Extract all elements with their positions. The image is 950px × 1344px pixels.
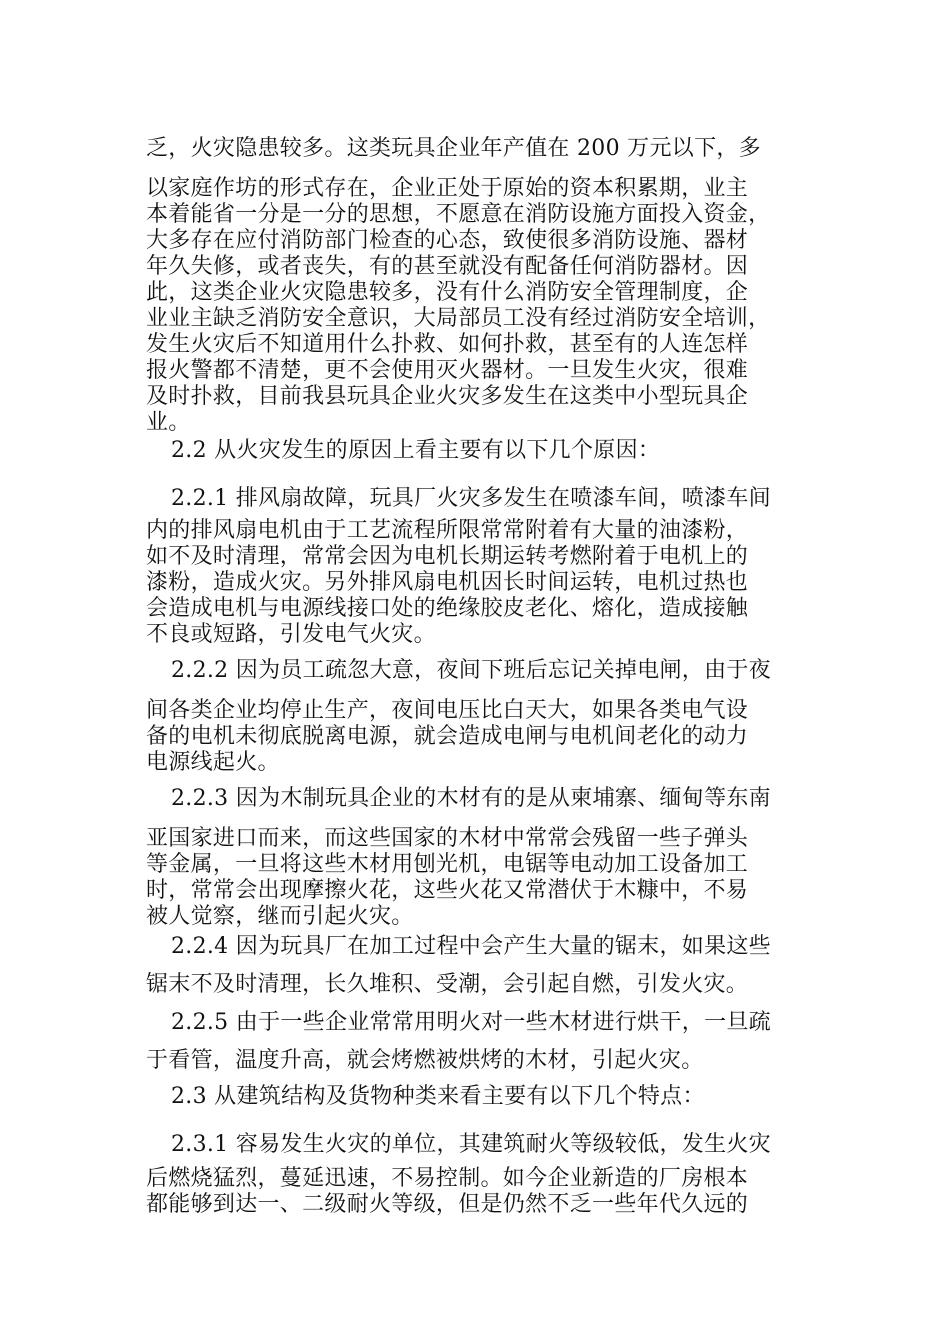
text-line: 漆粉，造成火灾。另外排风扇电机因长时间运转，电机过热也 [146,570,749,595]
text-line: 亚国家进口而来，而这些国家的木材中常常会残留一些子弹头 [146,826,749,851]
text-line: 电源线起火。 [146,750,280,775]
text-line: 如不及时清理，常常会因为电机长期运转考燃附着于电机上的 [146,544,749,569]
text-line: 2.2.1 排风扇故障，玩具厂火灾多发生在喷漆车间，喷漆车间 [171,486,771,511]
text-line: 等金属，一旦将这些木材用刨光机，电锯等电动加工设备加工 [146,852,749,877]
text-line: 2.2.5 由于一些企业常常用明火对一些木材进行烘干，一旦疏 [171,1010,771,1035]
text-line: 此，这类企业火灾隐患较多，没有什么消防安全管理制度，企 [146,280,749,305]
text-line: 2.2.2 因为员工疏忽大意，夜间下班后忘记关掉电闸，由于夜 [171,658,771,683]
text-line: 业。 [146,410,191,435]
text-line: 及时扑救，目前我县玩具企业火灾多发生在这类中小型玩具企 [146,384,749,409]
text-line: 发生火灾后不知道用什么扑救、如何扑救，甚至有的人连怎样 [146,332,749,357]
text-line: 都能够到达一、二级耐火等级，但是仍然不乏一些年代久远的 [146,1192,749,1217]
text-line: 会造成电机与电源线接口处的绝缘胶皮老化、熔化，造成接触 [146,596,749,621]
text-line: 后燃烧猛烈，蔓延迅速，不易控制。如今企业新造的厂房根本 [146,1166,749,1191]
text-line: 业业主缺乏消防安全意识，大局部员工没有经过消防安全培训， [146,306,771,331]
text-line: 以家庭作坊的形式存在，企业正处于原始的资本积累期，业主 [146,176,749,201]
text-line: 内的排风扇电机由于工艺流程所限常常附着有大量的油漆粉， [146,518,749,543]
text-line: 间各类企业均停止生产，夜间电压比白天大，如果各类电气设 [146,698,749,723]
text-line: 于看管，温度升高，就会烤燃被烘烤的木材，引起火灾。 [146,1048,704,1073]
text-line: 2.3.1 容易发生火灾的单位，其建筑耐火等级较低，发生火灾 [171,1132,771,1157]
text-line: 大多存在应付消防部门检查的心态，致使很多消防设施、器材 [146,228,749,253]
text-line: 2.2.3 因为木制玩具企业的木材有的是从柬埔寨、缅甸等东南 [171,786,771,811]
section-heading-text: 2.3 从建筑结构及货物种类来看主要有以下几个特点： [171,1084,705,1109]
text-line: 被人觉察，继而引起火灾。 [146,904,414,929]
text-line: 时，常常会出现摩擦火花，这些火花又常潜伏于木糠中，不易 [146,878,749,903]
text-line: 本着能省一分是一分的思想，不愿意在消防设施方面投入资金， [146,202,771,227]
text-line: 锯末不及时清理，长久堆积、受潮，会引起自燃，引发火灾。 [146,972,749,997]
section-heading-text: 2.2 从火灾发生的原因上看主要有以下几个原因： [171,438,661,463]
text-line: 不良或短路，引发电气火灾。 [146,622,436,647]
text-line: 报火警都不清楚，更不会使用灭火器材。一旦发生火灾，很难 [146,358,749,383]
text-line: 乏，火灾隐患较多。这类玩具企业年产值在 200 万元以下，多 [146,136,761,161]
text-line: 备的电机未彻底脱离电源，就会造成电闸与电机间老化的动力 [146,724,749,749]
text-line: 年久失修，或者丧失，有的甚至就没有配备任何消防器材。因 [146,254,749,279]
text-line: 2.2.4 因为玩具厂在加工过程中会产生大量的锯末，如果这些 [171,934,771,959]
